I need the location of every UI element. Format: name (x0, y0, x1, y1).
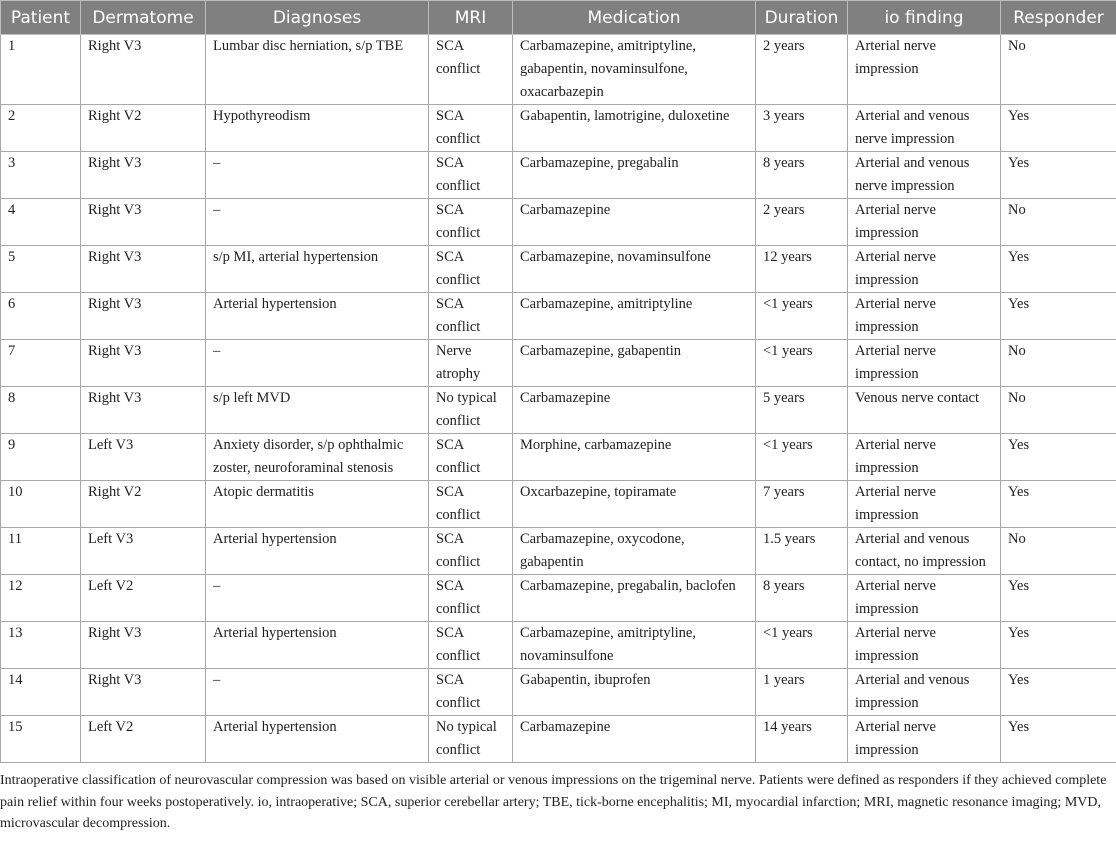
cell-dermatome: Left V3 (81, 434, 206, 481)
cell-io-finding: Arterial nerve impression (848, 716, 1001, 763)
cell-medication: Carbamazepine, gabapentin (513, 340, 756, 387)
header-duration: Duration (756, 1, 848, 35)
cell-mri: SCA conflict (429, 293, 513, 340)
cell-patient: 11 (1, 528, 81, 575)
cell-mri: SCA conflict (429, 152, 513, 199)
cell-dermatome: Right V3 (81, 340, 206, 387)
cell-duration: 2 years (756, 35, 848, 105)
cell-medication: Carbamazepine, amitriptyline (513, 293, 756, 340)
cell-responder: Yes (1001, 669, 1116, 716)
cell-responder: No (1001, 387, 1116, 434)
table-row (1, 105, 1116, 152)
cell-io-finding: Arterial and venous contact, no impression (848, 528, 1001, 575)
cell-io-finding: Arterial nerve impression (848, 340, 1001, 387)
cell-duration: <1 years (756, 293, 848, 340)
table-row (1, 481, 1116, 528)
cell-medication: Carbamazepine, pregabalin (513, 152, 756, 199)
cell-diagnoses: Arterial hypertension (206, 528, 429, 575)
cell-diagnoses: s/p left MVD (206, 387, 429, 434)
cell-patient: 9 (1, 434, 81, 481)
cell-responder: Yes (1001, 716, 1116, 763)
cell-responder: Yes (1001, 575, 1116, 622)
cell-dermatome: Right V3 (81, 622, 206, 669)
cell-io-finding: Arterial nerve impression (848, 293, 1001, 340)
cell-patient: 6 (1, 293, 81, 340)
cell-diagnoses: Lumbar disc herniation, s/p TBE (206, 35, 429, 105)
cell-mri: No typical conflict (429, 716, 513, 763)
cell-patient: 15 (1, 716, 81, 763)
cell-diagnoses: – (206, 669, 429, 716)
cell-io-finding: Arterial nerve impression (848, 35, 1001, 105)
cell-responder: No (1001, 35, 1116, 105)
cell-dermatome: Right V3 (81, 152, 206, 199)
cell-responder: Yes (1001, 152, 1116, 199)
cell-dermatome: Left V3 (81, 528, 206, 575)
cell-dermatome: Right V3 (81, 293, 206, 340)
header-responder: Responder (1001, 1, 1116, 35)
cell-mri: No typical conflict (429, 387, 513, 434)
cell-mri: SCA conflict (429, 35, 513, 105)
cell-mri: SCA conflict (429, 528, 513, 575)
table-row (1, 246, 1116, 293)
table-row (1, 669, 1116, 716)
cell-duration: <1 years (756, 340, 848, 387)
cell-responder: No (1001, 340, 1116, 387)
cell-responder: Yes (1001, 293, 1116, 340)
table-row (1, 340, 1116, 387)
cell-patient: 13 (1, 622, 81, 669)
cell-dermatome: Right V2 (81, 481, 206, 528)
cell-io-finding: Arterial nerve impression (848, 622, 1001, 669)
cell-io-finding: Arterial nerve impression (848, 246, 1001, 293)
cell-medication: Carbamazepine, pregabalin, baclofen (513, 575, 756, 622)
cell-dermatome: Right V3 (81, 387, 206, 434)
table-row (1, 622, 1116, 669)
cell-duration: 3 years (756, 105, 848, 152)
cell-diagnoses: – (206, 340, 429, 387)
cell-diagnoses: Arterial hypertension (206, 622, 429, 669)
cell-patient: 1 (1, 35, 81, 105)
cell-dermatome: Left V2 (81, 575, 206, 622)
cell-responder: Yes (1001, 481, 1116, 528)
cell-duration: 7 years (756, 481, 848, 528)
cell-io-finding: Arterial and venous nerve impression (848, 105, 1001, 152)
table-row (1, 528, 1116, 575)
table-row (1, 35, 1116, 105)
cell-responder: Yes (1001, 434, 1116, 481)
cell-duration: 8 years (756, 575, 848, 622)
cell-mri: Nerve atrophy (429, 340, 513, 387)
cell-medication: Carbamazepine (513, 199, 756, 246)
cell-mri: SCA conflict (429, 622, 513, 669)
cell-dermatome: Right V2 (81, 105, 206, 152)
cell-duration: 1.5 years (756, 528, 848, 575)
cell-medication: Carbamazepine (513, 387, 756, 434)
table-row (1, 293, 1116, 340)
cell-responder: No (1001, 199, 1116, 246)
cell-patient: 8 (1, 387, 81, 434)
cell-diagnoses: s/p MI, arterial hypertension (206, 246, 429, 293)
cell-diagnoses: – (206, 199, 429, 246)
cell-mri: SCA conflict (429, 481, 513, 528)
cell-medication: Oxcarbazepine, topiramate (513, 481, 756, 528)
cell-duration: <1 years (756, 434, 848, 481)
header-dermatome: Dermatome (81, 1, 206, 35)
cell-duration: 12 years (756, 246, 848, 293)
header-io-finding: io finding (848, 1, 1001, 35)
cell-mri: SCA conflict (429, 575, 513, 622)
table-row (1, 152, 1116, 199)
cell-medication: Gabapentin, lamotrigine, duloxetine (513, 105, 756, 152)
cell-io-finding: Arterial nerve impression (848, 199, 1001, 246)
header-mri: MRI (429, 1, 513, 35)
cell-medication: Carbamazepine, amitriptyline, novaminsulfone (513, 622, 756, 669)
cell-medication: Gabapentin, ibuprofen (513, 669, 756, 716)
cell-io-finding: Arterial nerve impression (848, 481, 1001, 528)
table-row (1, 575, 1116, 622)
cell-dermatome: Right V3 (81, 246, 206, 293)
table-row (1, 434, 1116, 481)
cell-mri: SCA conflict (429, 105, 513, 152)
cell-dermatome: Right V3 (81, 199, 206, 246)
cell-mri: SCA conflict (429, 669, 513, 716)
cell-io-finding: Arterial and venous impression (848, 669, 1001, 716)
cell-patient: 14 (1, 669, 81, 716)
cell-diagnoses: Atopic dermatitis (206, 481, 429, 528)
cell-duration: 8 years (756, 152, 848, 199)
cell-medication: Carbamazepine (513, 716, 756, 763)
cell-mri: SCA conflict (429, 246, 513, 293)
cell-duration: 14 years (756, 716, 848, 763)
cell-diagnoses: Arterial hypertension (206, 716, 429, 763)
header-patient: Patient (1, 1, 81, 35)
cell-patient: 4 (1, 199, 81, 246)
cell-io-finding: Arterial and venous nerve impression (848, 152, 1001, 199)
header-diagnoses: Diagnoses (206, 1, 429, 35)
cell-dermatome: Left V2 (81, 716, 206, 763)
cell-patient: 5 (1, 246, 81, 293)
cell-responder: No (1001, 528, 1116, 575)
cell-mri: SCA conflict (429, 434, 513, 481)
cell-patient: 12 (1, 575, 81, 622)
cell-diagnoses: – (206, 152, 429, 199)
cell-mri: SCA conflict (429, 199, 513, 246)
table-row (1, 199, 1116, 246)
cell-patient: 2 (1, 105, 81, 152)
cell-diagnoses: Arterial hypertension (206, 293, 429, 340)
cell-patient: 3 (1, 152, 81, 199)
cell-medication: Carbamazepine, novaminsulfone (513, 246, 756, 293)
cell-medication: Morphine, carbamazepine (513, 434, 756, 481)
table-row (1, 387, 1116, 434)
cell-patient: 7 (1, 340, 81, 387)
table-header-row (1, 1, 1116, 35)
table-footnote: Intraoperative classification of neurovascular compression was based on visible arterial or venous impressions on the trigeminal nerve. Patients were defined as responders if they achieved complete pain relief within four weeks postoperatively. io, intraoperative; SCA, superior cerebellar artery; TBE, tick-borne encephalitis; MI, myocardial infarction; MRI, magnetic resonance imaging; MVD, microvascular decompression. (0, 773, 1107, 831)
table-row (1, 716, 1116, 763)
cell-io-finding: Arterial nerve impression (848, 434, 1001, 481)
cell-diagnoses: Hypothyreodism (206, 105, 429, 152)
cell-medication: Carbamazepine, amitriptyline, gabapentin, novaminsulfone, oxacarbazepin (513, 35, 756, 105)
cell-dermatome: Right V3 (81, 669, 206, 716)
cell-responder: Yes (1001, 246, 1116, 293)
cell-duration: 2 years (756, 199, 848, 246)
cell-responder: Yes (1001, 105, 1116, 152)
cell-dermatome: Right V3 (81, 35, 206, 105)
header-medication: Medication (513, 1, 756, 35)
cell-duration: <1 years (756, 622, 848, 669)
cell-patient: 10 (1, 481, 81, 528)
cell-diagnoses: Anxiety disorder, s/p ophthalmic zoster, neuroforaminal stenosis (206, 434, 429, 481)
cell-duration: 1 years (756, 669, 848, 716)
cell-responder: Yes (1001, 622, 1116, 669)
cell-duration: 5 years (756, 387, 848, 434)
cell-io-finding: Arterial nerve impression (848, 575, 1001, 622)
cell-diagnoses: – (206, 575, 429, 622)
cell-io-finding: Venous nerve contact (848, 387, 1001, 434)
cell-medication: Carbamazepine, oxycodone, gabapentin (513, 528, 756, 575)
